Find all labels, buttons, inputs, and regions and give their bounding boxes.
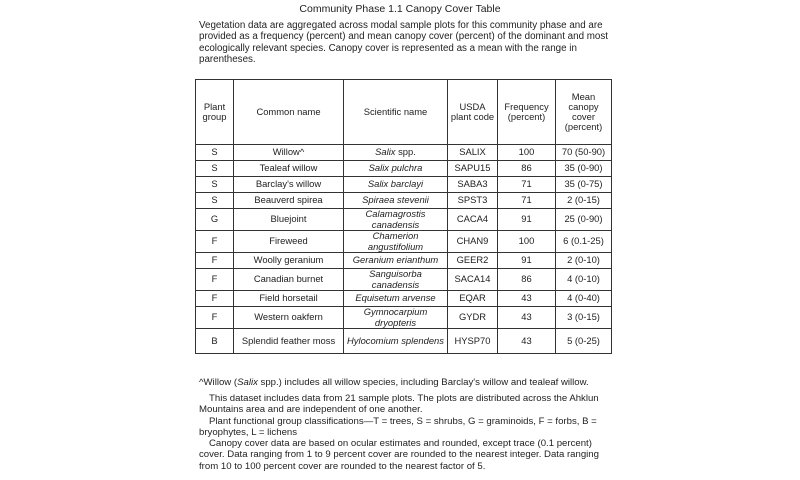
notes-section (199, 393, 619, 472)
plant-group-cell: S (196, 145, 234, 161)
usda-code-cell: SAPU15 (448, 161, 498, 177)
canopy-cover-cell: 2 (0-10) (556, 253, 612, 269)
plant-group-cell: F (196, 253, 234, 269)
usda-code-cell: EQAR (448, 291, 498, 307)
frequency-cell: 43 (498, 307, 556, 329)
plant-group-cell: F (196, 307, 234, 329)
common-name-cell: Woolly geranium (234, 253, 344, 269)
canopy-cover-cell: 25 (0-90) (556, 209, 612, 231)
table-row (196, 291, 612, 307)
scientific-name-cell (344, 329, 448, 354)
header-canopy-cover: Mean canopy cover (percent) (556, 80, 612, 145)
usda-code-cell: HYSP70 (448, 329, 498, 354)
table-row (196, 253, 612, 269)
plant-group-cell: F (196, 231, 234, 253)
header-plant-group: Plant group (196, 80, 234, 145)
plant-group-cell: S (196, 177, 234, 193)
scientific-name-italic: Salix pulchra (368, 162, 423, 174)
usda-code-cell: GYDR (448, 307, 498, 329)
canopy-cover-cell: 2 (0-15) (556, 193, 612, 209)
note-paragraph: Plant functional group classifications—T = trees, S = shrubs, G = graminoids, F = forbs, B = bryophytes, L = lichens (199, 415, 597, 438)
usda-code-cell: SPST3 (448, 193, 498, 209)
table-row (196, 145, 612, 161)
table-row (196, 161, 612, 177)
scientific-name-italic: Chamerion angustifolium (367, 230, 424, 252)
scientific-name-cell (344, 307, 448, 329)
canopy-cover-cell: 3 (0-15) (556, 307, 612, 329)
header-common-name: Common name (234, 80, 344, 145)
scientific-name-cell (344, 193, 448, 209)
scientific-name-italic: Gymnocarpium dryopteris (363, 306, 428, 328)
plant-group-cell: S (196, 161, 234, 177)
canopy-cover-cell: 35 (0-90) (556, 161, 612, 177)
scientific-name-italic: Sanguisorba canadensis (369, 268, 422, 290)
common-name-cell: Field horsetail (234, 291, 344, 307)
table-row (196, 177, 612, 193)
scientific-name-cell (344, 209, 448, 231)
frequency-cell: 100 (498, 231, 556, 253)
table-row (196, 193, 612, 209)
frequency-cell: 71 (498, 177, 556, 193)
table-row (196, 307, 612, 329)
usda-code-cell: GEER2 (448, 253, 498, 269)
scientific-name-italic: Hylocomium splendens (347, 334, 444, 346)
plant-group-cell: F (196, 269, 234, 291)
common-name-cell: Canadian burnet (234, 269, 344, 291)
scientific-name-italic: Spiraea stevenii (362, 194, 429, 206)
scientific-name-italic: Salix (375, 146, 396, 158)
frequency-cell: 43 (498, 329, 556, 354)
table-row (196, 269, 612, 291)
scientific-name-italic: Equisetum arvense (355, 292, 436, 304)
common-name-cell: Tealeaf willow (234, 161, 344, 177)
common-name-cell: Barclay's willow (234, 177, 344, 193)
plant-group-cell: G (196, 209, 234, 231)
frequency-cell: 100 (498, 145, 556, 161)
scientific-name-italic: Geranium erianthum (352, 254, 439, 266)
canopy-cover-cell: 70 (50-90) (556, 145, 612, 161)
footnote-prefix: ^Willow ( (199, 377, 238, 388)
frequency-cell: 86 (498, 161, 556, 177)
table-header-row (196, 80, 612, 145)
scientific-name-italic: Salix barclayi (367, 178, 424, 190)
note-paragraph: Canopy cover data are based on ocular estimates and rounded, except trace (0.1 percent) cover. Data ranging from 1 to 9 percent cover are rounded to the nearest integer. Data ranging from 10 to 100 percent cover are rounded to the nearest factor of 5. (199, 438, 599, 472)
intro-paragraph: Vegetation data are aggregated across modal sample plots for this community phase and are provided as a frequency (percent) and mean canopy cover (percent) of the dominant and most ecologically relevant species. Canopy cover is represented as a mean with the range in parentheses. (199, 20, 608, 66)
scientific-name-cell (344, 269, 448, 291)
table-row (196, 231, 612, 253)
scientific-name-cell (344, 253, 448, 269)
scientific-name-suffix: spp. (395, 146, 416, 158)
usda-code-cell: SACA14 (448, 269, 498, 291)
canopy-cover-cell: 6 (0.1-25) (556, 231, 612, 253)
footnote-italic: Salix (237, 377, 258, 388)
header-scientific-name: Scientific name (344, 80, 448, 145)
plant-group-cell: F (196, 291, 234, 307)
usda-code-cell: SABA3 (448, 177, 498, 193)
common-name-cell: Fireweed (234, 231, 344, 253)
page-title: Community Phase 1.1 Canopy Cover Table (299, 3, 501, 15)
common-name-cell: Beauverd spirea (234, 193, 344, 209)
scientific-name-cell (344, 145, 448, 161)
canopy-cover-cell: 5 (0-25) (556, 329, 612, 354)
usda-code-cell: SALIX (448, 145, 498, 161)
canopy-cover-cell: 4 (0-10) (556, 269, 612, 291)
frequency-cell: 43 (498, 291, 556, 307)
note-paragraph: This dataset includes data from 21 sample plots. The plots are distributed across the Ahklun Mountains area and are independent of one another. (199, 393, 599, 416)
scientific-name-cell (344, 177, 448, 193)
footnote-suffix: spp.) includes all willow species, including Barclay's willow and tealeaf willow. (257, 377, 589, 388)
common-name-cell: Willow^ (234, 145, 344, 161)
scientific-name-cell (344, 291, 448, 307)
plant-group-cell: S (196, 193, 234, 209)
common-name-cell: Splendid feather moss (234, 329, 344, 354)
scientific-name-cell (344, 231, 448, 253)
header-frequency: Frequency (percent) (498, 80, 556, 145)
canopy-cover-cell: 4 (0-40) (556, 291, 612, 307)
table-body (196, 145, 612, 354)
canopy-cover-cell: 35 (0-75) (556, 177, 612, 193)
common-name-cell: Bluejoint (234, 209, 344, 231)
frequency-cell: 71 (498, 193, 556, 209)
table-footnote (199, 377, 629, 388)
scientific-name-cell (344, 161, 448, 177)
common-name-cell: Western oakfern (234, 307, 344, 329)
canopy-cover-table (195, 79, 612, 354)
frequency-cell: 91 (498, 253, 556, 269)
usda-code-cell: CACA4 (448, 209, 498, 231)
header-usda-code: USDA plant code (448, 80, 498, 145)
frequency-cell: 91 (498, 209, 556, 231)
usda-code-cell: CHAN9 (448, 231, 498, 253)
plant-group-cell: B (196, 329, 234, 354)
scientific-name-italic: Calamagrostis canadensis (365, 208, 426, 230)
frequency-cell: 86 (498, 269, 556, 291)
table-row (196, 209, 612, 231)
table-row (196, 329, 612, 354)
